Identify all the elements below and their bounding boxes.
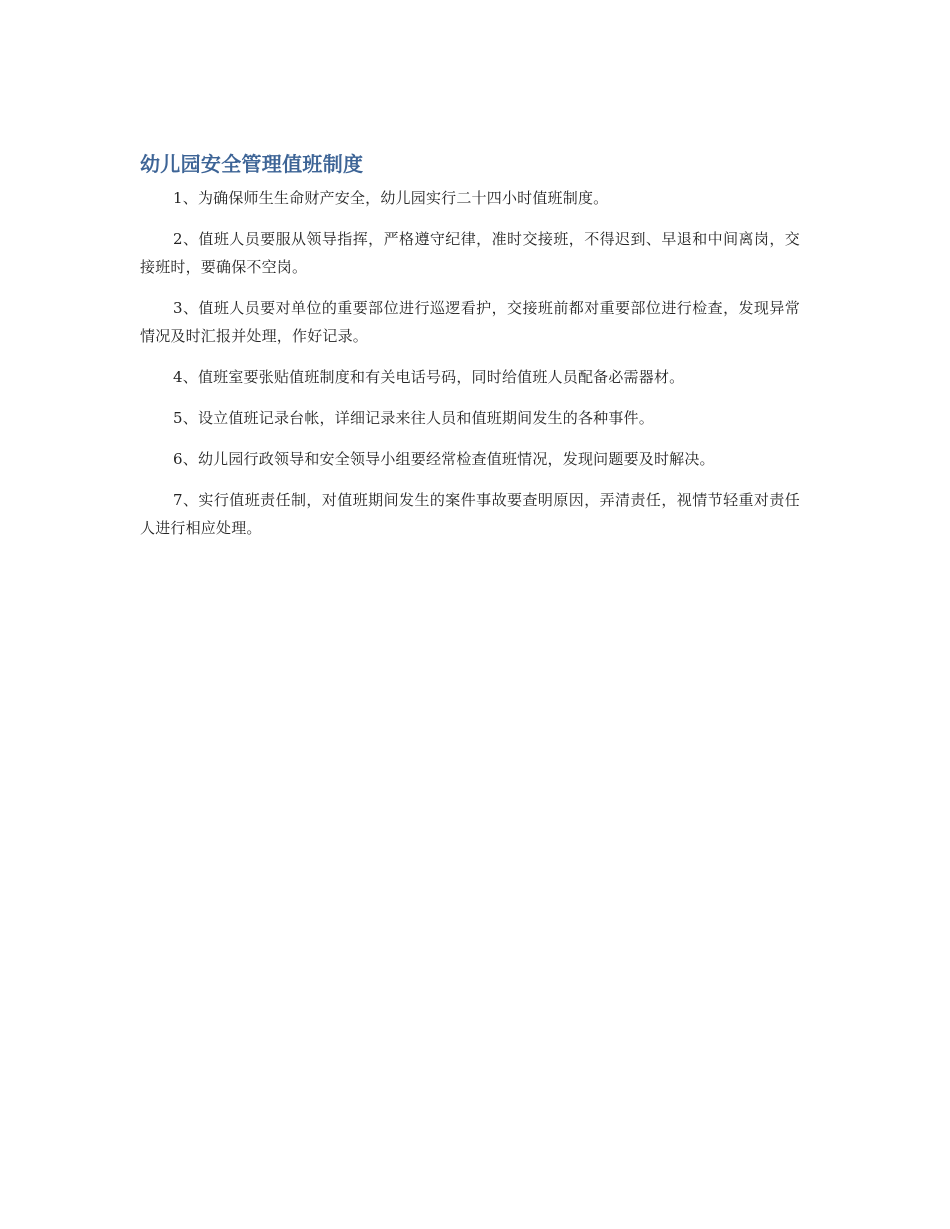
- rule-paragraph-5: 5、设立值班记录台帐，详细记录来往人员和值班期间发生的各种事件。: [173, 409, 654, 427]
- rule-paragraph-1: 1、为确保师生生命财产安全，幼儿园实行二十四小时值班制度。: [173, 189, 609, 207]
- rule-paragraph-2: 2、值班人员要服从领导指挥，严格遵守纪律，准时交接班，不得迟到、早退和中间离岗，交接班时，要确保不空岗。: [140, 230, 800, 276]
- document-title: 幼儿园安全管理值班制度: [140, 152, 364, 176]
- document-body: [140, 150, 800, 555]
- rule-paragraph-4: 4、值班室要张贴值班制度和有关电话号码，同时给值班人员配备必需器材。: [173, 368, 685, 386]
- rule-paragraph-7: 7、实行值班责任制，对值班期间发生的案件事故要查明原因，弄清责任，视情节轻重对责任人进行相应处理。: [140, 491, 800, 537]
- rule-paragraph-6: 6、幼儿园行政领导和安全领导小组要经常检查值班情况，发现问题要及时解决。: [173, 450, 715, 468]
- rule-paragraph-3: 3、值班人员要对单位的重要部位进行巡逻看护，交接班前都对重要部位进行检查，发现异常情况及时汇报并处理，作好记录。: [140, 299, 800, 345]
